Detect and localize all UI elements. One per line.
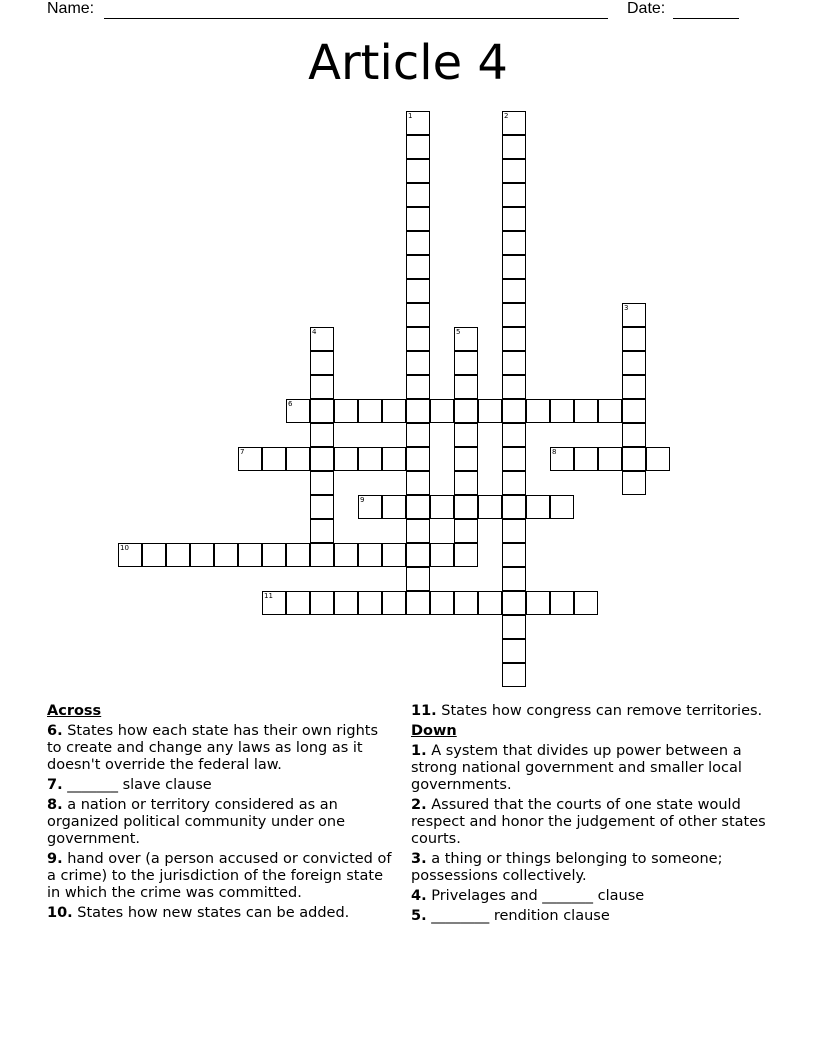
grid-cell[interactable] <box>502 135 526 159</box>
grid-cell[interactable] <box>502 183 526 207</box>
grid-cell[interactable] <box>622 423 646 447</box>
grid-cell[interactable] <box>430 591 454 615</box>
grid-cell[interactable] <box>622 399 646 423</box>
grid-cell[interactable] <box>454 399 478 423</box>
grid-cell[interactable] <box>622 471 646 495</box>
grid-cell[interactable] <box>406 111 430 135</box>
name-label: Name: <box>47 0 95 17</box>
grid-cell[interactable] <box>190 543 214 567</box>
name-line[interactable] <box>104 18 608 19</box>
grid-cell[interactable] <box>622 375 646 399</box>
grid-cell[interactable] <box>406 303 430 327</box>
clue-number: 3 <box>624 304 629 312</box>
grid-cell[interactable] <box>382 447 406 471</box>
clue-across-7: 7. _______ slave clause <box>47 777 212 793</box>
grid-cell[interactable] <box>502 615 526 639</box>
grid-cell[interactable] <box>310 591 334 615</box>
grid-cell[interactable] <box>502 375 526 399</box>
grid-cell[interactable] <box>310 495 334 519</box>
grid-cell[interactable] <box>502 471 526 495</box>
clue-down-1: 1. A system that divides up power between a strong national government and smaller local governments. <box>411 743 742 793</box>
grid-cell[interactable] <box>406 423 430 447</box>
grid-cell[interactable] <box>430 399 454 423</box>
grid-cell[interactable] <box>622 303 646 327</box>
grid-cell[interactable] <box>502 231 526 255</box>
clue-across-6: 6. States how each state has their own rights to create and change any laws as long as it doesn't override the federal law. <box>47 723 378 773</box>
clue-across-11: 11. States how congress can remove territories. <box>411 703 763 719</box>
grid-cell[interactable] <box>310 543 334 567</box>
grid-cell[interactable] <box>406 135 430 159</box>
grid-cell[interactable] <box>526 399 550 423</box>
grid-cell[interactable] <box>406 399 430 423</box>
grid-cell[interactable] <box>502 399 526 423</box>
grid-cell[interactable] <box>142 543 166 567</box>
grid-cell[interactable] <box>502 351 526 375</box>
grid-cell[interactable] <box>502 303 526 327</box>
grid-cell[interactable] <box>454 375 478 399</box>
grid-cell[interactable] <box>262 447 286 471</box>
clue-number: 1 <box>408 112 413 120</box>
clue-across-9: 9. hand over (a person accused or convicted of a crime) to the jurisdiction of the foreign state in which the crime was committed. <box>47 851 392 901</box>
grid-cell[interactable] <box>502 423 526 447</box>
grid-cell[interactable] <box>454 447 478 471</box>
grid-cell[interactable] <box>574 399 598 423</box>
grid-cell[interactable] <box>310 519 334 543</box>
clue-across-10: 10. States how new states can be added. <box>47 905 350 921</box>
grid-cell[interactable] <box>382 591 406 615</box>
grid-cell[interactable] <box>502 447 526 471</box>
grid-cell[interactable] <box>406 255 430 279</box>
grid-cell[interactable] <box>574 591 598 615</box>
grid-cell[interactable] <box>454 591 478 615</box>
grid-cell[interactable] <box>502 327 526 351</box>
grid-cell[interactable] <box>286 591 310 615</box>
grid-cell[interactable] <box>550 591 574 615</box>
grid-cell[interactable] <box>286 447 310 471</box>
grid-cell[interactable] <box>502 663 526 687</box>
grid-cell[interactable] <box>502 567 526 591</box>
clues-left-column <box>47 703 397 925</box>
grid-cell[interactable] <box>286 399 310 423</box>
grid-cell[interactable] <box>598 447 622 471</box>
grid-cell[interactable] <box>502 207 526 231</box>
clue-down-5: 5. ________ rendition clause <box>411 908 610 924</box>
grid-cell[interactable] <box>526 495 550 519</box>
date-line[interactable] <box>673 18 739 19</box>
grid-cell[interactable] <box>502 159 526 183</box>
grid-cell[interactable] <box>310 423 334 447</box>
grid-cell[interactable] <box>262 543 286 567</box>
grid-cell[interactable] <box>502 111 526 135</box>
grid-cell[interactable] <box>310 471 334 495</box>
grid-cell[interactable] <box>430 495 454 519</box>
grid-cell[interactable] <box>406 567 430 591</box>
grid-cell[interactable] <box>502 543 526 567</box>
grid-cell[interactable] <box>406 159 430 183</box>
puzzle-title: Article 4 <box>308 35 508 91</box>
grid-cell[interactable] <box>550 399 574 423</box>
grid-cell[interactable] <box>334 447 358 471</box>
grid-cell[interactable] <box>406 591 430 615</box>
clue-down-2: 2. Assured that the courts of one state would respect and honor the judgement of other states courts. <box>411 797 766 847</box>
grid-cell[interactable] <box>238 447 262 471</box>
grid-cell[interactable] <box>382 399 406 423</box>
grid-cell[interactable] <box>334 399 358 423</box>
grid-cell[interactable] <box>358 495 382 519</box>
clue-number: 11 <box>264 592 273 600</box>
clue-number: 7 <box>240 448 245 456</box>
clues-right-column <box>411 703 771 928</box>
grid-cell[interactable] <box>166 543 190 567</box>
grid-cell[interactable] <box>478 591 502 615</box>
grid-cell[interactable] <box>622 447 646 471</box>
clue-number: 10 <box>120 544 129 552</box>
grid-cell[interactable] <box>406 183 430 207</box>
grid-cell[interactable] <box>334 543 358 567</box>
grid-cell[interactable] <box>310 351 334 375</box>
grid-cell[interactable] <box>454 423 478 447</box>
grid-cell[interactable] <box>430 543 454 567</box>
grid-cell[interactable] <box>406 351 430 375</box>
grid-cell[interactable] <box>310 447 334 471</box>
grid-cell[interactable] <box>502 591 526 615</box>
grid-cell[interactable] <box>358 447 382 471</box>
across-heading: Across <box>47 703 102 719</box>
grid-cell[interactable] <box>502 279 526 303</box>
grid-cell[interactable] <box>406 207 430 231</box>
grid-cell[interactable] <box>406 279 430 303</box>
grid-cell[interactable] <box>454 327 478 351</box>
grid-cell[interactable] <box>334 591 358 615</box>
grid-cell[interactable] <box>382 543 406 567</box>
clue-number: 5 <box>456 328 461 336</box>
grid-cell[interactable] <box>262 591 286 615</box>
grid-cell[interactable] <box>406 447 430 471</box>
grid-cell[interactable] <box>406 231 430 255</box>
grid-cell[interactable] <box>502 255 526 279</box>
clue-number: 8 <box>552 448 557 456</box>
clue-number: 6 <box>288 400 293 408</box>
grid-cell[interactable] <box>526 591 550 615</box>
grid-cell[interactable] <box>358 399 382 423</box>
down-heading: Down <box>411 723 457 739</box>
clue-down-4: 4. Privelages and _______ clause <box>411 888 645 904</box>
grid-cell[interactable] <box>646 447 670 471</box>
grid-cell[interactable] <box>502 519 526 543</box>
grid-cell[interactable] <box>550 447 574 471</box>
grid-cell[interactable] <box>454 495 478 519</box>
clue-down-3: 3. a thing or things belonging to someone; possessions collectively. <box>411 851 723 884</box>
grid-cell[interactable] <box>478 495 502 519</box>
grid-cell[interactable] <box>310 375 334 399</box>
grid-cell[interactable] <box>502 495 526 519</box>
grid-cell[interactable] <box>454 351 478 375</box>
grid-cell[interactable] <box>478 399 502 423</box>
date-label: Date: <box>627 0 666 17</box>
grid-cell[interactable] <box>598 399 622 423</box>
grid-cell[interactable] <box>454 471 478 495</box>
grid-cell[interactable] <box>622 327 646 351</box>
grid-cell[interactable] <box>622 351 646 375</box>
grid-cell[interactable] <box>406 543 430 567</box>
grid-cell[interactable] <box>310 327 334 351</box>
grid-cell[interactable] <box>358 591 382 615</box>
grid-cell[interactable] <box>406 327 430 351</box>
grid-cell[interactable] <box>454 543 478 567</box>
grid-cell[interactable] <box>358 543 382 567</box>
grid-cell[interactable] <box>406 495 430 519</box>
grid-cell[interactable] <box>406 519 430 543</box>
clue-across-8: 8. a nation or territory considered as an organized political community under one government. <box>47 797 346 847</box>
clue-number: 2 <box>504 112 509 120</box>
clue-number: 9 <box>360 496 365 504</box>
grid-cell[interactable] <box>286 543 310 567</box>
grid-cell[interactable] <box>550 495 574 519</box>
grid-cell[interactable] <box>310 399 334 423</box>
grid-cell[interactable] <box>502 639 526 663</box>
grid-cell[interactable] <box>454 519 478 543</box>
grid-cell[interactable] <box>118 543 142 567</box>
grid-cell[interactable] <box>406 375 430 399</box>
clue-number: 4 <box>312 328 317 336</box>
grid-cell[interactable] <box>382 495 406 519</box>
grid-cell[interactable] <box>238 543 262 567</box>
grid-cell[interactable] <box>574 447 598 471</box>
grid-cell[interactable] <box>406 471 430 495</box>
grid-cell[interactable] <box>214 543 238 567</box>
